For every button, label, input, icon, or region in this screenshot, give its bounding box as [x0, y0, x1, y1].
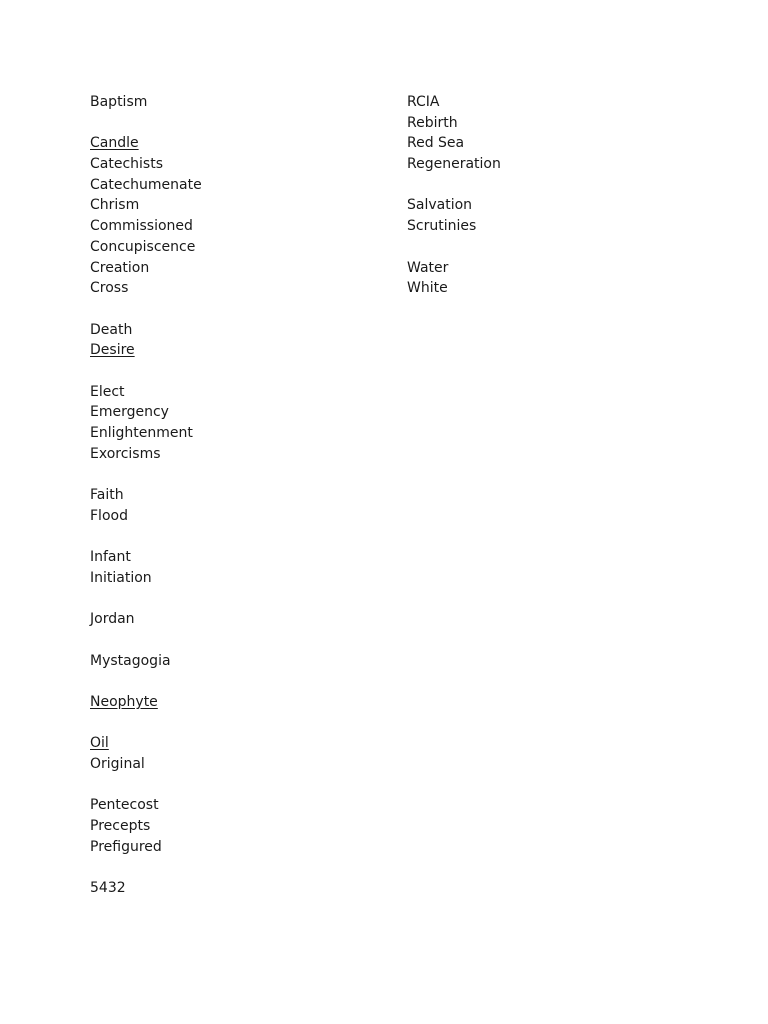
word-text: Precepts — [90, 818, 151, 835]
blank-line — [90, 361, 202, 382]
word-entry — [90, 175, 202, 196]
word-entry — [407, 278, 501, 299]
blank-line — [407, 175, 501, 196]
word-entry — [90, 340, 202, 361]
word-text: Chrism — [90, 197, 140, 214]
word-entry — [90, 92, 202, 113]
word-text: Faith — [90, 487, 124, 504]
left-word-column — [90, 92, 202, 899]
word-text: Infant — [90, 549, 131, 566]
word-text: Prefigured — [90, 838, 162, 855]
word-text: Red Sea — [407, 135, 465, 152]
word-text: Rebirth — [407, 114, 458, 131]
word-entry — [90, 837, 202, 858]
word-entry — [407, 133, 501, 154]
word-entry — [90, 258, 202, 279]
word-text: Commissioned — [90, 218, 193, 235]
word-entry — [90, 692, 202, 713]
right-word-column — [407, 92, 501, 299]
word-entry — [90, 795, 202, 816]
word-text: Pentecost — [90, 797, 159, 814]
word-entry — [90, 878, 202, 899]
blank-line — [90, 630, 202, 651]
word-text: Scrutinies — [407, 218, 477, 235]
word-entry — [90, 485, 202, 506]
word-text: Original — [90, 756, 145, 772]
word-entry — [90, 320, 202, 341]
blank-line — [90, 464, 202, 485]
word-entry — [407, 92, 501, 113]
word-text: Catechumenate — [90, 176, 202, 193]
word-entry — [90, 506, 202, 527]
word-entry — [407, 258, 501, 279]
word-text: Neophyte — [90, 693, 158, 710]
word-entry — [90, 133, 202, 154]
word-entry — [407, 216, 501, 237]
blank-line — [90, 857, 202, 878]
word-entry — [90, 733, 202, 754]
word-entry — [90, 816, 202, 837]
word-entry — [407, 195, 501, 216]
word-text: Creation — [90, 259, 150, 276]
word-text: Catechists — [90, 156, 163, 173]
word-entry — [407, 113, 501, 134]
word-entry — [90, 547, 202, 568]
word-text: Salvation — [407, 197, 473, 214]
word-text: Desire — [90, 342, 135, 359]
word-text: Initiation — [90, 569, 152, 586]
word-text: Jordan — [90, 611, 135, 628]
word-entry — [90, 216, 202, 237]
blank-line — [407, 237, 501, 258]
blank-line — [90, 299, 202, 320]
word-text: 5432 — [90, 880, 126, 897]
word-entry — [90, 568, 202, 589]
blank-line — [90, 589, 202, 610]
word-text: Concupiscence — [90, 238, 196, 255]
word-text: White — [407, 280, 448, 297]
word-entry — [90, 237, 202, 258]
word-entry — [90, 195, 202, 216]
word-text: Elect — [90, 383, 125, 400]
word-entry — [90, 609, 202, 630]
word-text: Mystagogia — [90, 652, 171, 669]
word-text: Oil — [90, 735, 109, 752]
word-text: Exorcisms — [90, 445, 161, 462]
blank-line — [90, 713, 202, 734]
word-entry — [407, 154, 501, 175]
word-text: Enlightenment — [90, 425, 193, 441]
blank-line — [90, 775, 202, 796]
word-entry — [90, 382, 202, 403]
blank-line — [90, 113, 202, 134]
word-text: Flood — [90, 507, 128, 524]
blank-line — [90, 526, 202, 547]
word-text: Regeneration — [407, 156, 501, 173]
word-entry — [90, 278, 202, 299]
word-entry — [90, 651, 202, 672]
word-text: Candle — [90, 135, 139, 152]
word-entry — [90, 154, 202, 175]
blank-line — [90, 671, 202, 692]
word-entry — [90, 444, 202, 465]
word-text: Water — [407, 259, 449, 276]
word-text: RCIA — [407, 94, 440, 110]
word-text: Cross — [90, 280, 129, 297]
word-entry — [90, 754, 202, 775]
word-text: Baptism — [90, 94, 148, 110]
word-text: Death — [90, 321, 133, 338]
word-text: Emergency — [90, 404, 169, 421]
word-entry — [90, 423, 202, 444]
word-entry — [90, 402, 202, 423]
